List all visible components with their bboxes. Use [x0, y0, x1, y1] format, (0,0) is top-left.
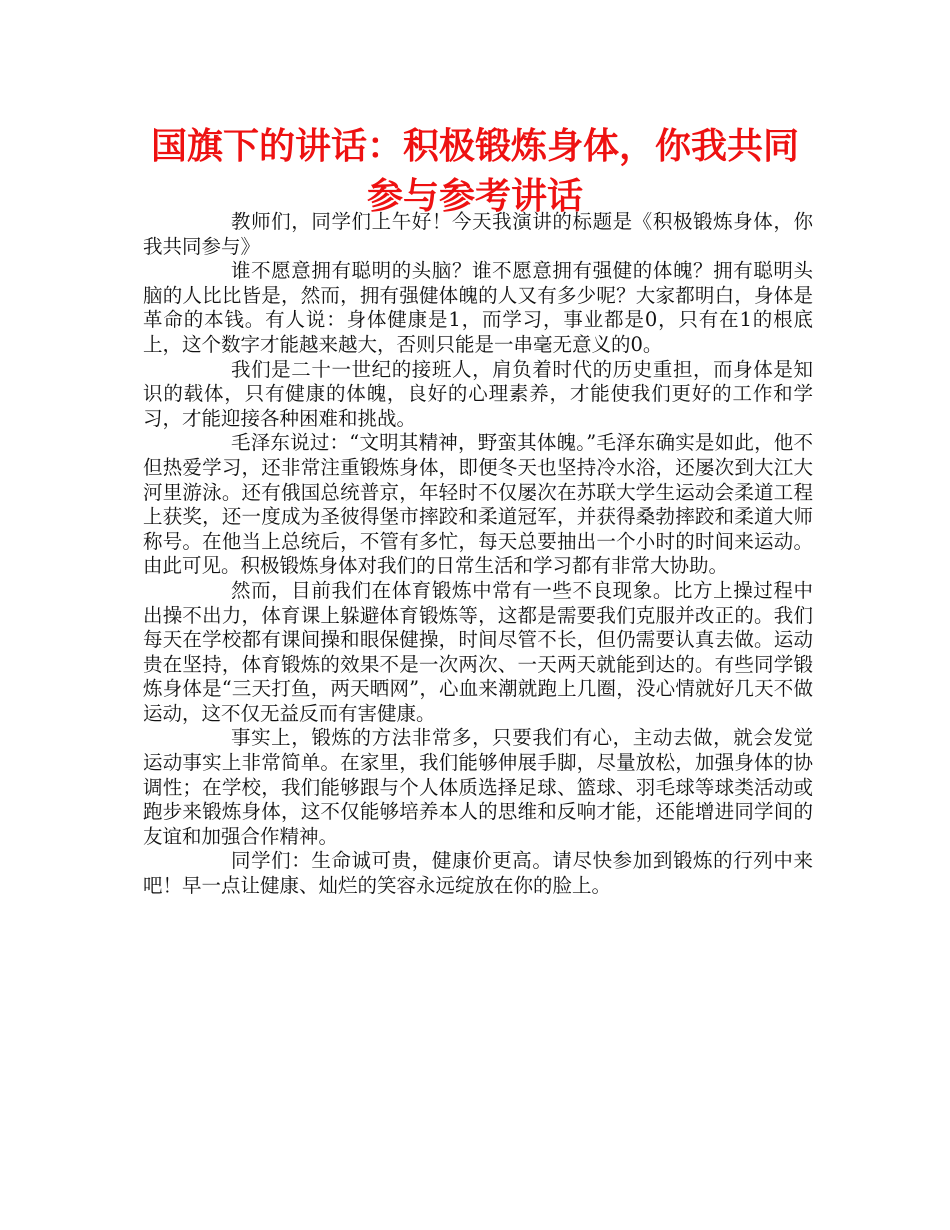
document-body — [143, 210, 813, 899]
document-title: 国旗下的讲话：积极锻炼身体，你我共同参与参考讲话 — [150, 126, 799, 217]
paragraph-closing: 同学们：生命诚可贵，健康价更高。请尽快参加到锻炼的行列中来吧！早一点让健康、灿烂的笑容永远绽放在你的脸上。 — [143, 849, 813, 898]
paragraph-bad-habits: 然而，目前我们在体育锻炼中常有一些不良现象。比方上操过程中出操不出力，体育课上躲避体育锻炼等，这都是需要我们克服并改正的。我们每天在学校都有课间操和眼保健操，时间尽管不长，但仍需要认真去做。运动贵在坚持，体育锻炼的效果不是一次两次、一天两天就能到达的。有些同学锻炼身体是“三天打鱼，两天晒网”，心血来潮就跑上几圈，没心情就好几天不做运动，这不仅无益反而有害健康。 — [143, 578, 813, 725]
paragraph-examples: 毛泽东说过：“文明其精神，野蛮其体魄。”毛泽东确实是如此，他不但热爱学习，还非常注重锻炼身体，即便冬天也坚持冷水浴，还屡次到大江大河里游泳。还有俄国总统普京，年轻时不仅屡次在苏联大学生运动会柔道工程上获奖，还一度成为圣彼得堡市摔跤和柔道冠军，并获得桑勃摔跤和柔道大师称号。在他当上总统后，不管有多忙，每天总要抽出一个小时的时间来运动。由此可见。积极锻炼身体对我们的日常生活和学习都有非常大协助。 — [143, 431, 813, 578]
paragraph-greeting: 教师们，同学们上午好！今天我演讲的标题是《积极锻炼身体，你我共同参与》 — [143, 210, 813, 258]
paragraph-methods: 事实上，锻炼的方法非常多，只要我们有心，主动去做，就会发觉运动事实上非常简单。在家里，我们能够伸展手脚，尽量放松，加强身体的协调性；在学校，我们能够跟与个人体质选择足球、篮球、羽毛球等球类活动或跑步来锻炼身体，这不仅能够培养本人的思维和反响才能，还能增进同学间的友谊和加强合作精神。 — [143, 726, 813, 848]
paragraph-health-importance: 谁不愿意拥有聪明的头脑？谁不愿意拥有强健的体魄？拥有聪明头脑的人比比皆是，然而，拥有强健体魄的人又有多少呢？大家都明白，身体是革命的本钱。有人说：身体健康是1，而学习，事业都是0，只有在1的根底上，这个数字才能越来越大，否则只能是一串毫无意义的0。 — [143, 259, 813, 356]
paragraph-successors: 我们是二十一世纪的接班人，肩负着时代的历史重担，而身体是知识的载体，只有健康的体魄，良好的心理素养，才能使我们更好的工作和学习，才能迎接各种困难和挑战。 — [143, 357, 813, 430]
